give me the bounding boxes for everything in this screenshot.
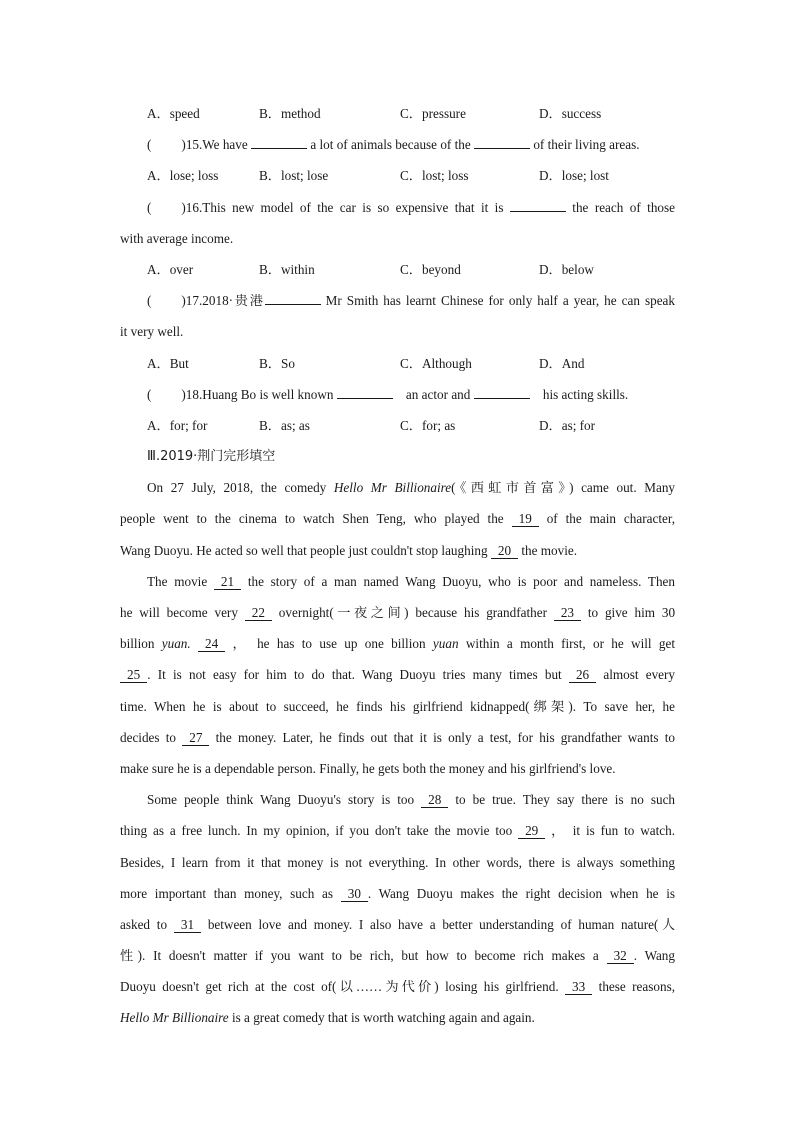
- p2-text-2c: to give him 30: [587, 605, 676, 620]
- q16-blank[interactable]: [510, 196, 566, 212]
- q17-option-a: A．But: [147, 355, 189, 371]
- blank-23[interactable]: 23: [554, 605, 581, 621]
- q18-options: [120, 410, 675, 441]
- q16-text-1: This new model of the car is so expensive that it is: [202, 199, 504, 215]
- q14-option-c: C．pressure: [400, 106, 466, 121]
- p3-text-2a: thing as a free lunch. In my opinion, if you don't take the movie too: [120, 823, 513, 839]
- p3-text-1a: Some people think Wang Duoyu's story is too: [147, 792, 415, 808]
- q15-stem: [120, 129, 675, 160]
- p2-text-3c: within a month first, or he will get: [465, 636, 676, 652]
- blank-33[interactable]: 33: [565, 979, 592, 995]
- p3-text-6b: . Wang: [633, 948, 675, 964]
- p1-text-3a: Wang Duoyu. He acted so well that people just couldn't stop laughing: [120, 542, 488, 558]
- p2-line-6: [120, 722, 675, 753]
- q15-option-d: D．lose; lost: [539, 168, 609, 184]
- p2-text-2b: overnight(一夜之间) because his grandfather: [278, 605, 547, 620]
- q17-options: [120, 348, 675, 379]
- q14-options: [120, 98, 675, 129]
- p3-text-4b: . Wang Duoyu makes the right decision when he is: [367, 885, 675, 901]
- p2-text-6a: decides to: [120, 729, 177, 745]
- q16-stem: [120, 192, 675, 254]
- p3-text-4a: more important than money, such as: [120, 885, 334, 901]
- p3-line-5: [120, 909, 675, 940]
- q16-paren-open: (: [147, 199, 152, 215]
- p3-line-3: Besides, I learn from it that money is not everything. In other words, there is always something: [120, 854, 675, 870]
- q15-options: [120, 160, 675, 191]
- q18-option-d: D．as; for: [539, 417, 596, 433]
- p2-line-7: make sure he is a dependable person. Finally, he gets both the money and his girlfriend's love.: [120, 760, 616, 776]
- q15-blank-1[interactable]: [251, 133, 307, 149]
- q17-stem: [120, 285, 675, 347]
- p3-text-6a: 性). It doesn't matter if you want to be rich, but how to become rich makes a: [120, 948, 599, 964]
- blank-27[interactable]: 27: [182, 730, 209, 746]
- p2-text-4b: . It is not easy for him to do that. Wang Duoyu tries many times but: [147, 667, 562, 683]
- q17-text-2: it very well.: [120, 324, 184, 340]
- p3-line-1: [120, 784, 675, 815]
- q15-option-a: A．lose; loss: [147, 168, 219, 184]
- movie-title-2: Hello Mr Billionaire: [120, 1010, 229, 1026]
- p3-line-2: [120, 815, 675, 846]
- q14-option-a: A．speed: [147, 106, 200, 121]
- p3-line-6: [120, 940, 675, 971]
- q15-number: ): [181, 137, 186, 153]
- q15-blank-2[interactable]: [474, 133, 530, 149]
- section-3-title-text: Ⅲ.2019·荆门完形填空: [147, 449, 276, 465]
- p1-line-1: [120, 472, 675, 503]
- blank-31[interactable]: 31: [174, 917, 201, 933]
- q17-option-b: B．So: [259, 355, 295, 371]
- q17-blank[interactable]: [265, 289, 321, 305]
- p2-yuan-1: yuan.: [161, 636, 191, 652]
- p3-line-7: [120, 971, 675, 1002]
- worksheet-page: [120, 98, 675, 1034]
- p2-text-1a: The movie: [147, 573, 208, 589]
- blank-22[interactable]: 22: [245, 605, 272, 621]
- q15-text-1: We have: [202, 137, 248, 153]
- q18-num: )18.: [181, 386, 203, 402]
- p1-text-2b: of the main character,: [546, 511, 676, 527]
- blank-32[interactable]: 32: [607, 948, 634, 964]
- q15-text-2: a lot of animals because of the: [310, 137, 471, 153]
- passage-paragraph-2: [120, 566, 675, 784]
- q17-paren-open: (: [147, 293, 152, 309]
- blank-20[interactable]: 20: [491, 543, 518, 559]
- q18-stem: [120, 379, 675, 410]
- blank-24[interactable]: 24: [198, 636, 225, 652]
- q18-text-1: Huang Bo is well known: [202, 386, 334, 402]
- q17-text-1: Mr Smith has learnt Chinese for only half a year, he can speak: [325, 293, 675, 309]
- p3-text-7b: these reasons,: [598, 979, 676, 995]
- p1-text-3b: the movie.: [521, 542, 578, 558]
- p3-text-2b: ， it is fun to watch.: [551, 823, 676, 839]
- p1-text-1a: On 27 July, 2018, the comedy: [147, 480, 327, 496]
- p2-line-2: [120, 597, 675, 628]
- p2-yuan-2: yuan: [432, 636, 459, 652]
- blank-26[interactable]: 26: [569, 667, 596, 683]
- q15-option-b: B．lost; lose: [259, 168, 329, 184]
- q16-option-a: A．over: [147, 261, 194, 277]
- blank-19[interactable]: 19: [512, 511, 539, 527]
- p2-text-2a: he will become very: [120, 605, 238, 620]
- blank-30[interactable]: 30: [341, 886, 368, 902]
- p3-line-8: [120, 1002, 675, 1033]
- p3-text-5a: asked to: [120, 916, 168, 932]
- p3-text-5b: between love and money. I also have a better understanding of human nature(人: [207, 916, 676, 932]
- q18-option-b: B．as; as: [259, 417, 310, 433]
- q17-num: )17.: [181, 293, 203, 309]
- p2-line-3: [120, 628, 675, 659]
- p2-line-5: time. When he is about to succeed, he finds his girlfriend kidnapped(绑架). To save her, he: [120, 698, 675, 714]
- q16-text-2: the reach of those: [572, 199, 675, 215]
- p1-line-3: [120, 535, 675, 566]
- p3-text-8b: is a great comedy that is worth watching again and again.: [231, 1010, 535, 1026]
- p3-line-4: [120, 878, 675, 909]
- q17-source: 2018·贵港: [202, 293, 265, 309]
- q15-text-3: of their living areas.: [533, 137, 640, 153]
- p3-text-1b: to be true. They say there is no such: [455, 792, 676, 808]
- q18-text-3: his acting skills.: [542, 386, 629, 402]
- q16-num: )16.: [181, 199, 203, 215]
- p2-text-6b: the money. Later, he finds out that it is only a test, for his grandfather wants to: [215, 729, 676, 745]
- q14-option-d: D．success: [539, 106, 602, 121]
- p2-text-1b: the story of a man named Wang Duoyu, who is poor and nameless. Then: [247, 573, 676, 589]
- q18-option-c: C．for; as: [400, 417, 456, 433]
- p1-text-1b: (《西虹市首富》) came out. Many: [451, 480, 676, 496]
- p3-text-7a: Duoyu doesn't get rich at the cost of(以……为代价) losing his girlfriend.: [120, 979, 559, 995]
- q15-paren-open: (: [147, 137, 152, 153]
- q16-option-c: C．beyond: [400, 261, 461, 277]
- passage-paragraph-3: [120, 784, 675, 1034]
- q17-option-d: D．And: [539, 355, 585, 371]
- p2-text-4c: almost every: [603, 667, 676, 683]
- q18-blank-2[interactable]: [474, 383, 530, 399]
- q15-option-c: C．lost; loss: [400, 168, 469, 184]
- section-3-title: [120, 441, 675, 472]
- p2-line-1: [120, 566, 675, 597]
- p1-text-2a: people went to the cinema to watch Shen Teng, who played the: [120, 511, 504, 527]
- blank-28[interactable]: 28: [421, 792, 448, 808]
- q16-options: [120, 254, 675, 285]
- q18-paren-open: (: [147, 386, 152, 402]
- p2-text-3b: ， he has to use up one billion: [232, 636, 426, 652]
- q16-option-d: D．below: [539, 261, 594, 277]
- blank-25[interactable]: 25: [120, 667, 147, 683]
- blank-21[interactable]: 21: [214, 574, 241, 590]
- q18-blank-1[interactable]: [337, 383, 393, 399]
- p1-line-2: [120, 503, 675, 534]
- q17-option-c: C．Although: [400, 355, 472, 371]
- q16-option-b: B．within: [259, 261, 315, 277]
- blank-29[interactable]: 29: [518, 823, 545, 839]
- passage-paragraph-1: [120, 472, 675, 566]
- q16-text-3: with average income.: [120, 230, 234, 246]
- q18-text-2: an actor and: [405, 386, 471, 402]
- movie-title: Hello Mr Billionaire: [333, 480, 452, 496]
- q15-num: 15.: [185, 137, 203, 153]
- p2-line-4: [120, 659, 675, 690]
- p2-text-3a: billion: [120, 636, 155, 652]
- q18-option-a: A．for; for: [147, 417, 208, 433]
- q14-option-b: B．method: [259, 106, 321, 121]
